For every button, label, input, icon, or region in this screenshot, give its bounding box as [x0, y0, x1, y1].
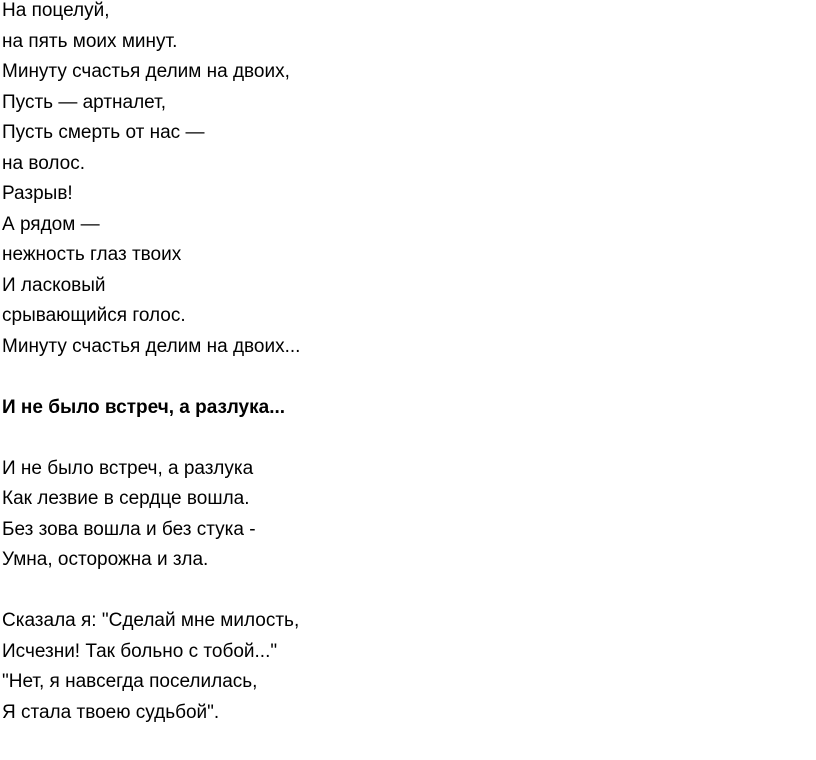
blank-line	[2, 423, 816, 454]
poem-line: И ласковый	[2, 274, 106, 296]
poem-part-1	[2, 0, 816, 362]
poem-line: Пусть смерть от нас —	[2, 122, 205, 143]
poem-line: И не было встреч, а разлука	[2, 457, 254, 479]
poem-line: На поцелуй,	[2, 0, 110, 21]
poem-line: А рядом —	[2, 213, 100, 235]
poem-line: на пять моих минут.	[2, 30, 178, 52]
stanza-2	[2, 606, 816, 728]
poem-line: "Нет, я навсегда поселилась,	[2, 671, 258, 692]
poem-line: Пусть — артналет,	[2, 91, 166, 113]
poem-line: Исчезни! Так больно с тобой..."	[2, 640, 278, 662]
blank-line	[2, 576, 816, 607]
poem-line: Без зова вошла и без стука -	[2, 518, 256, 540]
poem-line: Минуту счастья делим на двоих,	[2, 61, 290, 82]
poem-line: Умна, осторожна и зла.	[2, 549, 209, 570]
blank-line	[2, 362, 816, 393]
poem-line: Как лезвие в сердце вошла.	[2, 488, 250, 509]
poem-line: нежность глаз твоих	[2, 244, 182, 265]
poem-line: на волос.	[2, 152, 86, 174]
poem-line: срывающийся голос.	[2, 305, 186, 326]
stanza-1	[2, 454, 816, 576]
poem-line: Минуту счастья делим на двоих...	[2, 335, 301, 357]
poem-line: Сказала я: "Сделай мне милость,	[2, 610, 300, 631]
poem-heading: И не было встреч, а разлука...	[2, 396, 286, 418]
poem-line: Разрыв!	[2, 183, 73, 204]
poem-line: Я стала твоею судьбой".	[2, 701, 220, 723]
